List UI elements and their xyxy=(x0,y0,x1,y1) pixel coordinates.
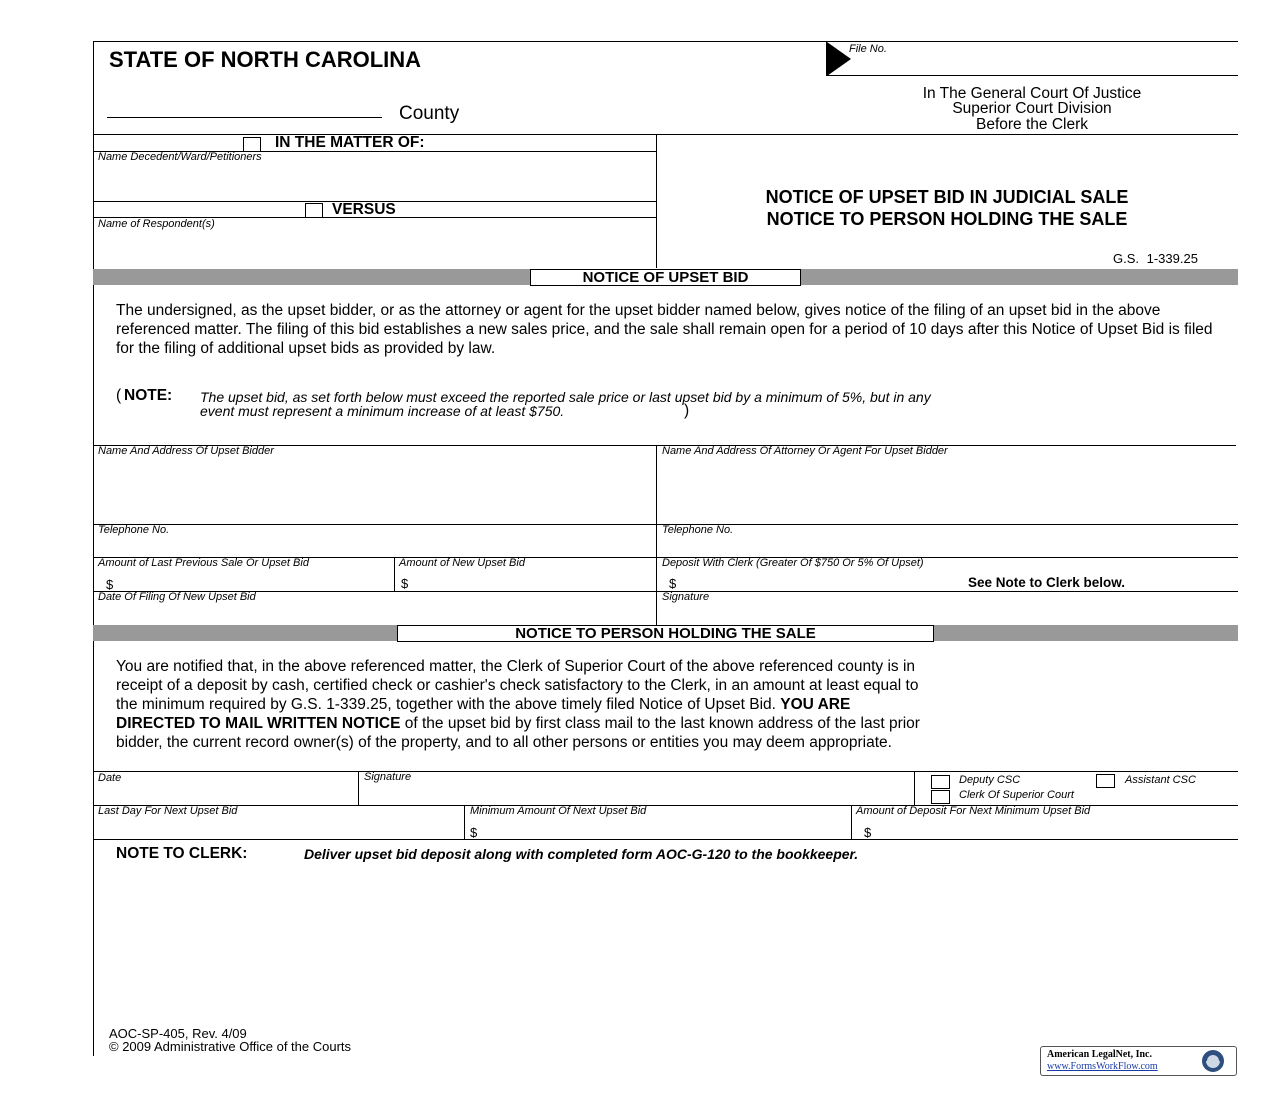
last-sale-dollar: $ xyxy=(106,577,114,592)
note-to-clerk-text: Deliver upset bid deposit along with completed form AOC-G-120 to the bookkeeper. xyxy=(304,846,859,862)
file-no-box-bottom xyxy=(826,75,1238,76)
holder-line-5: bidder, the current record owner(s) of the property, and to all other persons or entities you may deem appropriate. xyxy=(116,734,892,751)
bidder-signature-field[interactable] xyxy=(657,605,1237,623)
attorney-name-label: Name And Address Of Attorney Or Agent For Upset Bidder xyxy=(662,445,948,457)
globe-icon xyxy=(1201,1049,1225,1073)
file-no-arrow-icon xyxy=(827,42,851,76)
holder-line-1: You are notified that, in the above referenced matter, the Clerk of Superior Court of the above referenced county is in xyxy=(116,658,916,675)
respondent-field[interactable] xyxy=(94,232,655,268)
in-the-matter-label: IN THE MATTER OF: xyxy=(275,134,425,151)
deposit-field[interactable] xyxy=(683,572,958,590)
clerk-superior-checkbox[interactable] xyxy=(931,790,950,804)
county-line xyxy=(107,117,382,118)
attorney-telephone-field[interactable] xyxy=(657,538,1237,556)
holder-notice-section-title: NOTICE TO PERSON HOLDING THE SALE xyxy=(397,625,934,642)
deputy-csc-checkbox[interactable] xyxy=(931,775,950,789)
form-number: AOC-SP-405, Rev. 4/09 xyxy=(109,1026,247,1041)
clerk-signature-field[interactable] xyxy=(360,786,912,804)
holder-line-4-bold: DIRECTED TO MAIL WRITTEN NOTICE xyxy=(116,715,401,732)
publisher-url[interactable]: www.FormsWorkFlow.com xyxy=(1047,1061,1158,1072)
court-line-1: In The General Court Of Justice xyxy=(922,85,1142,102)
bidder-signature-label: Signature xyxy=(662,591,710,603)
publisher-name: American LegalNet, Inc. xyxy=(1047,1049,1152,1060)
decedent-label: Name Decedent/Ward/Petitioners xyxy=(98,151,262,163)
clerk-date-field[interactable] xyxy=(94,786,356,804)
attorney-name-field[interactable] xyxy=(657,460,1237,523)
deposit-dollar: $ xyxy=(669,576,677,591)
form-title-2: NOTICE TO PERSON HOLDING THE SALE xyxy=(766,209,1128,229)
copyright: © 2009 Administrative Office of the Courts xyxy=(109,1039,352,1054)
see-note-text: See Note to Clerk below. xyxy=(968,575,1126,590)
new-bid-field[interactable] xyxy=(415,572,651,590)
deposit-label: Deposit With Clerk (Greater Of $750 Or 5% Of Upset) xyxy=(662,557,924,569)
top-border xyxy=(93,41,1238,42)
statute-ref: G.S. 1-339.25 xyxy=(1113,251,1198,266)
versus-checkbox[interactable] xyxy=(305,203,323,218)
holder-line-4-text: of the upset bid by first class mail to the last known address of the last prior xyxy=(400,715,920,732)
note-open-paren: ( xyxy=(116,387,122,404)
last-sale-label: Amount of Last Previous Sale Or Upset Bid xyxy=(98,557,309,569)
deposit-next-field[interactable] xyxy=(877,820,1235,838)
clerk-signature-label: Signature xyxy=(364,771,412,783)
note-line-1: The upset bid, as set forth below must exceed the reported sale price or last upset bid by a minimum of 5%, but in any xyxy=(200,389,931,405)
holder-line-3-text: the minimum required by G.S. 1-339.25, together with the above timely filed Notice of Upset Bid. xyxy=(116,696,781,713)
note-to-clerk-label: NOTE TO CLERK: xyxy=(116,845,248,862)
note-close-paren: ) xyxy=(684,402,690,419)
respondent-label: Name of Respondent(s) xyxy=(98,218,215,230)
court-line-3: Before the Clerk xyxy=(976,116,1088,133)
next-bid-divider-1 xyxy=(464,805,465,839)
min-amount-label: Minimum Amount Of Next Upset Bid xyxy=(470,805,647,817)
last-day-field[interactable] xyxy=(94,820,462,838)
min-amount-field[interactable] xyxy=(484,820,848,838)
deputy-csc-label: Deputy CSC xyxy=(959,774,1021,786)
assistant-csc-label: Assistant CSC xyxy=(1125,774,1196,786)
clerk-date-label: Date xyxy=(98,772,122,784)
holder-line-3 xyxy=(116,695,1231,714)
new-bid-dollar: $ xyxy=(401,576,409,591)
form-title-1: NOTICE OF UPSET BID IN JUDICIAL SALE xyxy=(765,187,1129,207)
holder-line-2: receipt of a deposit by cash, certified check or cashier's check satisfactory to the Clerk, in an amount at least equal to xyxy=(116,677,919,694)
bidder-name-label: Name And Address Of Upset Bidder xyxy=(98,445,274,457)
court-line-2: Superior Court Division xyxy=(952,100,1112,117)
decedent-field[interactable] xyxy=(94,165,655,201)
publisher-badge[interactable] xyxy=(1040,1046,1237,1076)
note-line-2: event must represent a minimum increase of at least $750. xyxy=(200,403,565,419)
filing-date-label: Date Of Filing Of New Upset Bid xyxy=(98,591,256,603)
parties-top-line xyxy=(93,134,1238,135)
bidder-telephone-field[interactable] xyxy=(94,538,655,556)
deposit-next-dollar: $ xyxy=(864,825,872,840)
clerk-grid-top xyxy=(93,771,1238,772)
holder-line-3-bold: YOU ARE xyxy=(780,696,851,713)
assistant-csc-checkbox[interactable] xyxy=(1096,774,1115,788)
upset-bid-paragraph: The undersigned, as the upset bidder, or as the attorney or agent for the upset bidder named below, gives notice of the filing of an upset bid in the above referenced matter. The filing of this bid establishes a new sales price, and the sale shall remain open for a period of 10 days after this Notice of Upset Bid is filed for the filing of additional upset bids as provided by law. xyxy=(116,302,1213,357)
file-no-box-left xyxy=(826,41,827,75)
holder-line-4 xyxy=(116,714,1231,733)
amounts-divider xyxy=(394,557,395,591)
next-bid-divider-2 xyxy=(851,805,852,839)
note-label: NOTE: xyxy=(124,387,173,404)
clerk-sig-divider xyxy=(914,771,915,805)
clerk-date-divider xyxy=(358,771,359,805)
bidder-telephone-label: Telephone No. xyxy=(98,524,170,536)
clerk-superior-label: Clerk Of Superior Court xyxy=(959,789,1074,801)
county-label: County xyxy=(399,103,460,124)
new-bid-label: Amount of New Upset Bid xyxy=(399,557,525,569)
state-title: STATE OF NORTH CAROLINA xyxy=(109,47,422,72)
next-bid-bottom-line xyxy=(93,839,1238,840)
upset-bid-section-title: NOTICE OF UPSET BID xyxy=(530,269,801,286)
last-day-label: Last Day For Next Upset Bid xyxy=(98,805,238,817)
min-amount-dollar: $ xyxy=(470,825,478,840)
in-the-matter-checkbox[interactable] xyxy=(243,137,261,152)
file-no-label: File No. xyxy=(849,43,887,55)
deposit-next-label: Amount of Deposit For Next Minimum Upset Bid xyxy=(856,805,1091,817)
versus-label: VERSUS xyxy=(332,201,396,218)
bidder-name-field[interactable] xyxy=(94,460,655,523)
last-sale-field[interactable] xyxy=(120,572,390,590)
filing-date-field[interactable] xyxy=(94,605,655,623)
attorney-telephone-label: Telephone No. xyxy=(662,524,734,536)
holder-notice-paragraph xyxy=(116,657,1231,752)
